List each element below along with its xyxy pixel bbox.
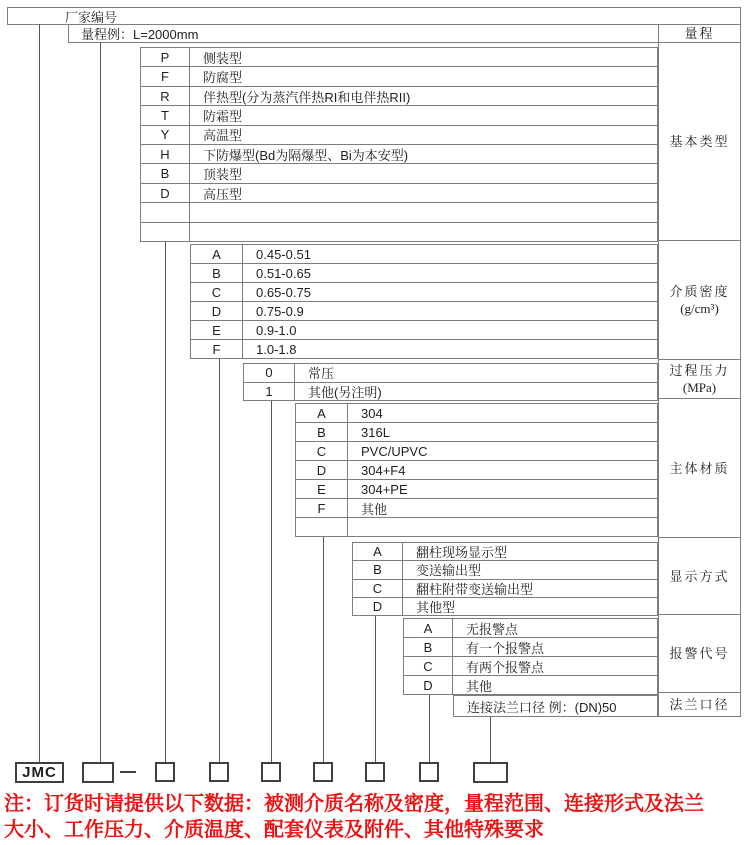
code-box-flange [473,762,508,783]
manufacturer-number-label: 厂家编号 [65,9,118,25]
code-box-material [313,762,333,782]
table-row [404,619,657,637]
table-row [296,517,657,536]
code-cell: B [404,638,453,656]
label-basic-type: 基本类型 [659,43,740,241]
desc-cell: 防霜型 [203,108,243,124]
table-row [353,543,657,560]
medium-density-table [190,244,658,359]
code-cell: H [141,145,190,163]
desc-cell: 304+F4 [361,462,406,478]
table-row [191,263,657,282]
desc-cell: 0.65-0.75 [256,284,311,300]
connector-line-alarm [429,695,430,762]
desc-cell: 304+PE [361,481,408,497]
code-cell [141,223,190,241]
flange-size-row [453,695,658,717]
code-cell [141,203,190,221]
label-process-pressure: 过程压力 (MPa) [659,360,740,399]
table-row [296,479,657,498]
label-range: 量程 [659,25,740,43]
connector-line-density [219,359,220,762]
table-row [353,597,657,615]
desc-cell: 其他 [361,501,388,517]
connector-line-basic-type [165,242,166,762]
desc-cell: 高温型 [203,128,243,144]
desc-cell: 翻柱附带变送输出型 [416,581,534,597]
desc-cell [190,203,657,221]
code-cell: C [404,657,453,675]
flange-size-text: 连接法兰口径 例：(DN)50 [467,699,617,715]
code-cell: E [296,480,348,498]
table-row [296,404,657,422]
table-row [353,579,657,597]
desc-cell: 0.51-0.65 [256,265,311,281]
table-row [296,422,657,441]
code-cell: D [353,598,403,615]
desc-cell: 1.0-1.8 [256,341,297,357]
desc-cell: 无报警点 [466,621,519,637]
table-row [191,320,657,339]
table-row [141,202,657,221]
table-row [296,441,657,460]
table-row [404,656,657,675]
range-example-label: 量程例：L=2000mm [81,27,199,42]
connector-line-manufacturer [39,24,40,762]
table-row [141,222,657,241]
label-flange-size: 法兰口径 [669,697,730,712]
table-row [191,301,657,320]
desc-cell: 0.9-1.0 [256,322,297,338]
table-row [404,675,657,694]
label-display-mode: 显示方式 [659,538,740,615]
order-note [4,791,748,843]
code-cell: B [296,423,348,441]
code-cell: D [296,461,348,479]
desc-cell: 变送输出型 [416,563,482,579]
code-box-basic-type [155,762,175,782]
desc-cell: 其他型 [416,599,456,615]
table-row [141,48,657,66]
code-cell: R [141,87,190,105]
code-cell: A [191,245,243,263]
order-note-line2: 大小、工作压力、介质温度、配套仪表及附件、其他特殊要求 [4,819,544,841]
range-example-row [68,24,741,43]
desc-cell: 其他(另注明) [308,384,382,400]
model-code-box: JMC [15,762,64,783]
desc-cell: 0.45-0.51 [256,246,311,262]
code-cell: A [404,619,453,637]
basic-type-table [140,47,658,242]
table-row [141,66,657,85]
table-row [296,498,657,517]
desc-cell [348,518,657,536]
table-row [141,86,657,105]
desc-cell: 高压型 [203,186,243,202]
desc-cell [190,223,657,241]
category-label-column [658,24,741,717]
desc-cell: 其他 [466,678,493,694]
order-note-line1: 注：订货时请提供以下数据：被测介质名称及密度，量程范围、连接形式及法兰 [4,793,704,815]
code-cell [296,518,348,536]
code-cell: D [191,302,243,320]
display-mode-table [352,542,658,616]
code-cell: A [296,404,348,422]
label-alarm-code: 报警代号 [659,615,740,693]
code-cell: C [353,580,403,597]
code-box-density [209,762,229,782]
body-material-table [295,403,658,537]
code-cell: F [296,499,348,517]
code-cell: 1 [244,383,295,401]
code-cell: C [191,283,243,301]
code-cell: C [296,442,348,460]
desc-cell: 顶装型 [203,167,243,183]
desc-cell: 316L [361,424,390,440]
table-row [191,282,657,301]
code-box-range [82,762,114,783]
desc-cell: 有一个报警点 [466,640,545,656]
desc-cell: 0.75-0.9 [256,303,304,319]
table-row [141,163,657,182]
desc-cell: 下防爆型(Bd为隔爆型、Bi为本安型) [203,147,409,163]
desc-cell: 防腐型 [203,70,243,86]
connector-line-flange [490,717,491,762]
desc-cell: PVC/UPVC [361,443,428,459]
code-box-alarm [419,762,439,782]
code-cell: D [141,184,190,202]
code-cell: Y [141,126,190,144]
table-row [141,105,657,124]
desc-cell: 伴热型(分为蒸汽伴热RI和电伴热RII) [203,89,411,105]
label-body-material: 主体材质 [659,399,740,538]
table-row [244,364,657,382]
connector-line-pressure [271,401,272,762]
table-row [244,382,657,401]
code-cell: B [141,164,190,182]
table-row [353,560,657,578]
code-cell: A [353,543,403,560]
table-row [404,637,657,656]
table-row [454,696,657,716]
code-cell: T [141,106,190,124]
process-pressure-table [243,363,658,401]
code-cell: F [141,67,190,85]
code-cell: E [191,321,243,339]
table-row [191,339,657,358]
table-row [141,144,657,163]
dash-separator [120,771,136,773]
code-cell: D [404,676,453,694]
code-box-display [365,762,385,782]
code-cell: B [191,264,243,282]
code-box-pressure [261,762,281,782]
table-row [191,245,657,263]
code-cell: F [191,340,243,358]
code-cell: 0 [244,364,295,382]
label-medium-density: 介质密度 (g/cm³) [659,241,740,360]
desc-cell: 侧装型 [203,50,243,66]
manufacturer-number-row [7,7,741,25]
desc-cell: 翻柱现场显示型 [416,545,508,561]
connector-line-material [323,537,324,762]
alarm-code-table [403,618,658,695]
table-row [296,460,657,479]
connector-line-display [375,616,376,762]
desc-cell: 常压 [308,366,335,382]
table-row [141,125,657,144]
connector-line-range [100,43,101,762]
desc-cell: 有两个报警点 [466,659,545,675]
code-cell: P [141,48,190,66]
code-cell: B [353,561,403,578]
table-row [141,183,657,202]
desc-cell: 304 [361,405,383,421]
